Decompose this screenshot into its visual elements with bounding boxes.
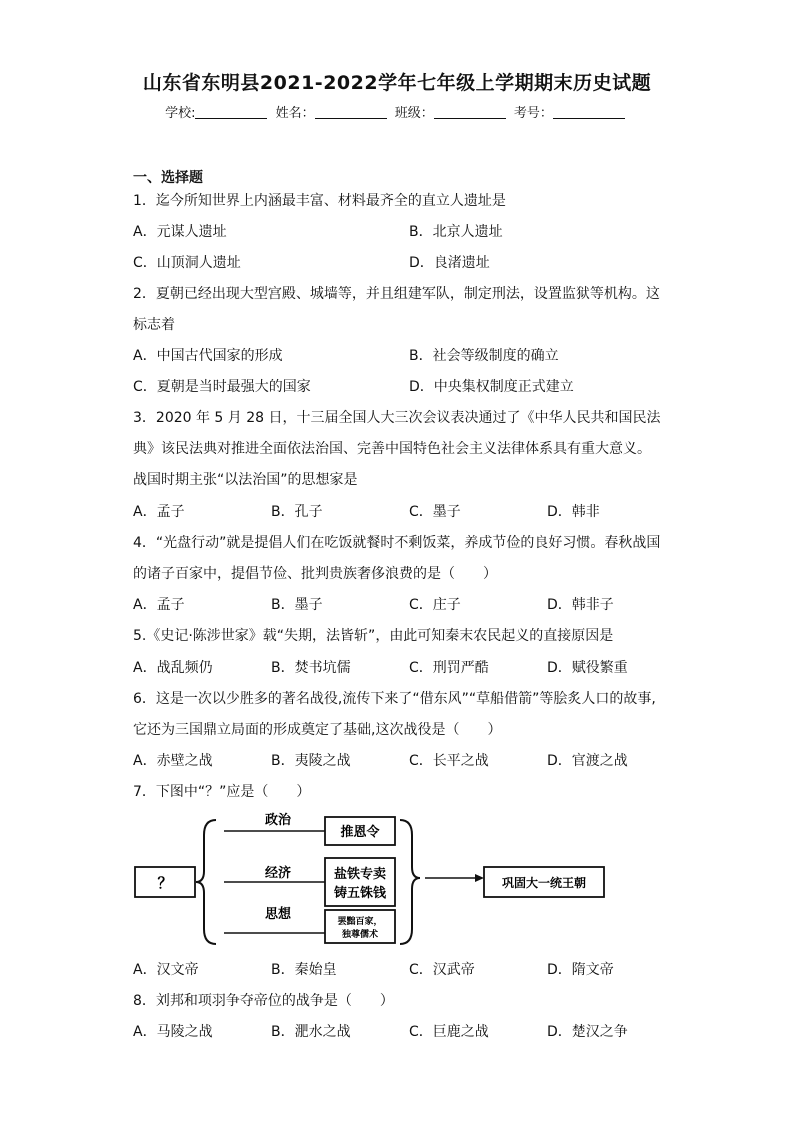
question-4-option-a[interactable]: A．孟子 bbox=[133, 597, 185, 613]
question-3-option-a[interactable]: A．孟子 bbox=[133, 504, 185, 520]
question-4-text-line-2: 的诸子百家中，提倡节俭、批判贵族奢侈浪费的是（ ） bbox=[133, 566, 497, 582]
question-4-option-d[interactable]: D．韩非子 bbox=[547, 597, 614, 613]
name-blank[interactable] bbox=[315, 106, 387, 119]
question-7-option-a[interactable]: A．汉文帝 bbox=[133, 962, 199, 978]
question-7-option-d[interactable]: D．隋文帝 bbox=[547, 962, 614, 978]
question-6-option-a[interactable]: A．赤壁之战 bbox=[133, 753, 213, 769]
question-5-option-d[interactable]: D．赋役繁重 bbox=[547, 660, 628, 676]
box-economy-text-1: 盐铁专卖 bbox=[333, 867, 387, 882]
question-7-option-b[interactable]: B．秦始皇 bbox=[271, 962, 337, 978]
label-thought: 思想 bbox=[264, 907, 292, 922]
label-politics: 政治 bbox=[264, 813, 292, 828]
unknown-mark: ？ bbox=[157, 874, 173, 892]
question-2-text-line-1: 2．夏朝已经出现大型宫殿、城墙等，并且组建军队，制定刑法，设置监狱等机构。这 bbox=[133, 286, 660, 302]
question-5-option-a[interactable]: A．战乱频仍 bbox=[133, 660, 213, 676]
box-politics-text: 推恩令 bbox=[340, 825, 380, 840]
question-5-option-b[interactable]: B．焚书坑儒 bbox=[271, 660, 351, 676]
question-2-option-b[interactable]: B．社会等级制度的确立 bbox=[409, 348, 559, 364]
question-5-text: 5.《史记·陈涉世家》载“失期，法皆斩”，由此可知秦末农民起义的直接原因是 bbox=[133, 628, 614, 644]
school-blank[interactable] bbox=[195, 106, 267, 119]
question-2-text-line-2: 标志着 bbox=[133, 317, 175, 333]
question-3-text-line-1: 3．2020 年 5 月 28 日，十三届全国人大三次会议表决通过了《中华人民共和国民法 bbox=[133, 410, 661, 426]
question-8-option-d[interactable]: D．楚汉之争 bbox=[547, 1024, 628, 1040]
question-4-option-b[interactable]: B．墨子 bbox=[271, 597, 323, 613]
question-1-option-c[interactable]: C．山顶洞人遗址 bbox=[133, 255, 241, 271]
question-3-text-line-3: 战国时期主张“以法治国”的思想家是 bbox=[133, 472, 358, 488]
question-3-option-c[interactable]: C．墨子 bbox=[409, 504, 461, 520]
question-6-option-c[interactable]: C．长平之战 bbox=[409, 753, 489, 769]
question-6-option-b[interactable]: B．夷陵之战 bbox=[271, 753, 351, 769]
exam-number-blank[interactable] bbox=[553, 106, 625, 119]
question-4-text-line-1: 4．“光盘行动”就是提倡人们在吃饭就餐时不剩饭菜，养成节俭的良好习惯。春秋战国 bbox=[133, 535, 661, 551]
student-info-row bbox=[0, 102, 794, 121]
result-arrow-head bbox=[475, 874, 484, 882]
question-1-text: 1．迄今所知世界上内涵最丰富、材料最齐全的直立人遗址是 bbox=[133, 193, 506, 209]
question-6-text-line-1: 6．这是一次以少胜多的著名战役,流传下来了“借东风”“草船借箭”等脍炙人口的故事, bbox=[133, 691, 656, 707]
question-5-option-c[interactable]: C．刑罚严酷 bbox=[409, 660, 489, 676]
right-brace bbox=[400, 820, 420, 944]
exam-number-label: 考号： bbox=[513, 106, 553, 121]
question-1-option-d[interactable]: D．良渚遗址 bbox=[409, 255, 490, 271]
question-1-option-b[interactable]: B．北京人遗址 bbox=[409, 224, 503, 240]
question-2-option-a[interactable]: A．中国古代国家的形成 bbox=[133, 348, 283, 364]
left-brace bbox=[196, 820, 216, 944]
question-7-text: 7．下图中“？”应是（ ） bbox=[133, 784, 311, 800]
school-label: 学校: bbox=[165, 106, 196, 121]
question-1-option-a[interactable]: A．元谋人遗址 bbox=[133, 224, 227, 240]
question-7-option-c[interactable]: C．汉武帝 bbox=[409, 962, 475, 978]
question-3-text-line-2: 典》该民法典对推进全面依法治国、完善中国特色社会主义法律体系具有重大意义。 bbox=[133, 441, 651, 457]
name-label: 姓名： bbox=[275, 106, 315, 121]
question-8-option-c[interactable]: C．巨鹿之战 bbox=[409, 1024, 489, 1040]
section-heading: 一、选择题 bbox=[133, 170, 203, 186]
box-thought-text-2: 独尊儒术 bbox=[341, 930, 379, 940]
question-8-text: 8．刘邦和项羽争夺帝位的战争是（ ） bbox=[133, 993, 394, 1009]
class-label: 班级： bbox=[394, 106, 434, 121]
label-economy: 经济 bbox=[264, 866, 292, 881]
question-3-option-d[interactable]: D．韩非 bbox=[547, 504, 600, 520]
question-8-option-b[interactable]: B．淝水之战 bbox=[271, 1024, 351, 1040]
question-3-option-b[interactable]: B．孔子 bbox=[271, 504, 323, 520]
box-economy-text-2: 铸五铢钱 bbox=[333, 886, 387, 901]
class-blank[interactable] bbox=[434, 106, 506, 119]
page-title: 山东省东明县2021-2022学年七年级上学期期末历史试题 bbox=[142, 72, 652, 94]
question-2-option-d[interactable]: D．中央集权制度正式建立 bbox=[409, 379, 574, 395]
result-text: 巩固大一统王朝 bbox=[501, 876, 587, 890]
question-6-option-d[interactable]: D．官渡之战 bbox=[547, 753, 628, 769]
question-4-option-c[interactable]: C．庄子 bbox=[409, 597, 461, 613]
question-6-text-line-2: 它还为三国鼎立局面的形成奠定了基础,这次战役是（ ） bbox=[133, 722, 502, 738]
question-7-diagram bbox=[120, 805, 640, 945]
box-thought-text-1: 罢黜百家， bbox=[337, 917, 383, 927]
question-2-option-c[interactable]: C．夏朝是当时最强大的国家 bbox=[133, 379, 311, 395]
question-8-option-a[interactable]: A．马陵之战 bbox=[133, 1024, 213, 1040]
